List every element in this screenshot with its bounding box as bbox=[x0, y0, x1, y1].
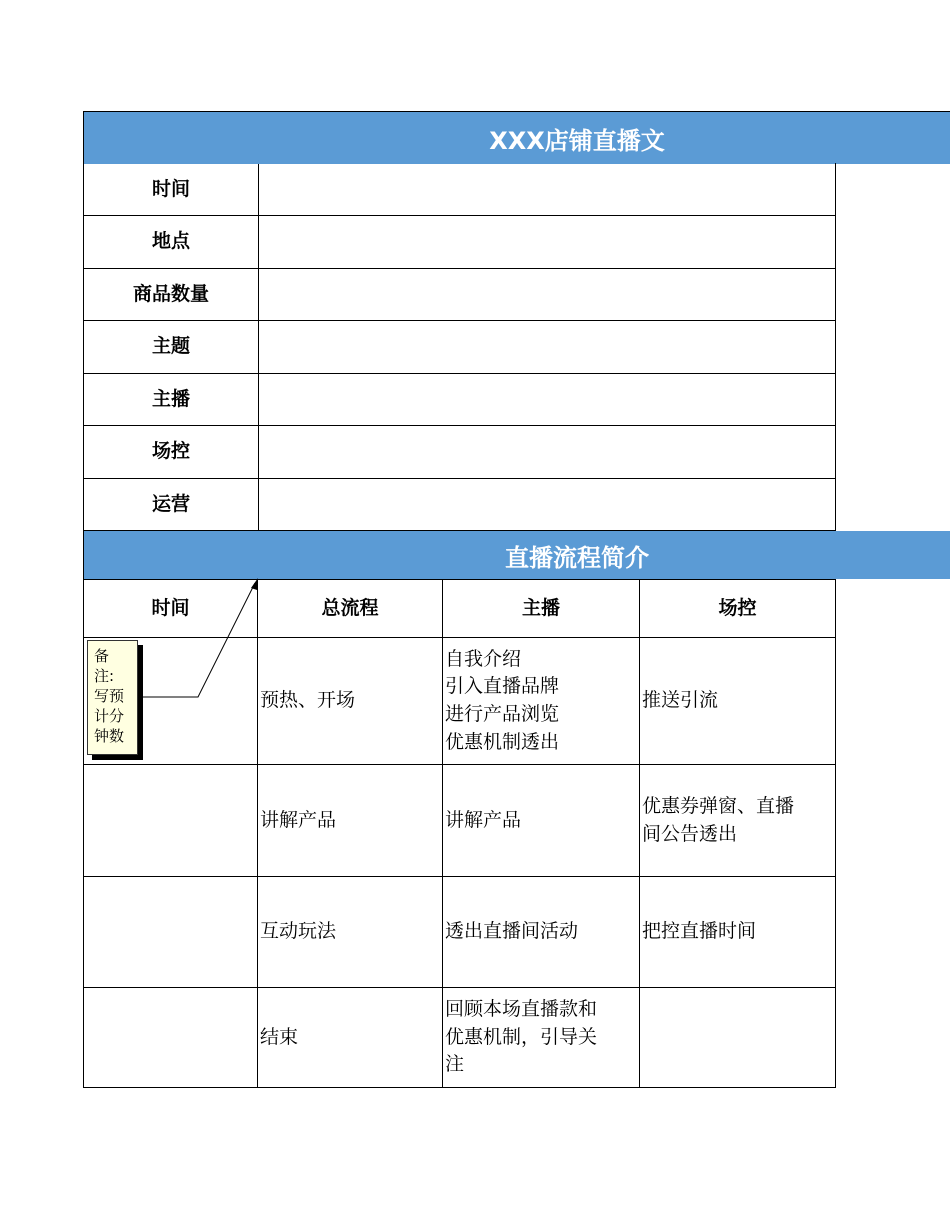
info-label: 运营 bbox=[84, 479, 259, 530]
flow-time-cell[interactable] bbox=[84, 765, 258, 876]
flow-row[interactable] bbox=[83, 765, 836, 877]
info-value[interactable] bbox=[259, 321, 836, 373]
anchor-line: 优惠机制透出 bbox=[445, 730, 560, 753]
info-label: 地点 bbox=[84, 216, 259, 268]
anchor-line: 讲解产品 bbox=[445, 808, 522, 831]
info-row[interactable] bbox=[83, 216, 836, 269]
flow-process-cell[interactable]: 结束 bbox=[258, 988, 443, 1087]
flow-header-row bbox=[83, 579, 836, 638]
flow-process-cell[interactable]: 讲解产品 bbox=[258, 765, 443, 876]
info-label: 主播 bbox=[84, 374, 259, 425]
anchor-line: 优惠机制，引导关 bbox=[445, 1025, 598, 1048]
anchor-line: 自我介绍 bbox=[445, 647, 522, 670]
info-label: 时间 bbox=[84, 164, 259, 215]
info-row[interactable] bbox=[83, 321, 836, 374]
anchor-line: 进行产品浏览 bbox=[445, 703, 560, 725]
flow-anchor-cell[interactable] bbox=[443, 988, 640, 1087]
anchor-line: 透出直播间活动 bbox=[445, 920, 579, 943]
info-value[interactable] bbox=[259, 479, 836, 530]
info-value[interactable] bbox=[259, 164, 836, 215]
flow-control-cell[interactable] bbox=[640, 988, 835, 1087]
flow-header-control: 场控 bbox=[718, 596, 757, 619]
anchor-line: 引入直播品牌 bbox=[445, 675, 560, 698]
flow-control-cell[interactable]: 优惠券弹窗、直播 间公告透出 bbox=[642, 794, 795, 845]
flow-anchor-cell[interactable] bbox=[443, 765, 640, 876]
info-row[interactable] bbox=[83, 164, 836, 216]
info-label: 主题 bbox=[84, 321, 259, 373]
info-row[interactable] bbox=[83, 479, 836, 531]
info-value[interactable] bbox=[259, 216, 836, 268]
info-row[interactable] bbox=[83, 374, 836, 426]
flow-time-cell[interactable] bbox=[84, 877, 258, 987]
sheet-title: XXX店铺直播文 bbox=[489, 126, 665, 155]
flow-anchor-cell[interactable] bbox=[443, 877, 640, 987]
comment-text: 备 注: 写预 计分 钟数 bbox=[87, 640, 138, 755]
flow-row[interactable] bbox=[83, 638, 836, 765]
anchor-line: 注 bbox=[445, 1053, 465, 1076]
section-title: 直播流程简介 bbox=[505, 543, 649, 572]
flow-process-cell[interactable]: 预热、开场 bbox=[258, 638, 443, 764]
info-value[interactable] bbox=[259, 426, 836, 478]
info-value[interactable] bbox=[259, 374, 836, 425]
flow-time-cell[interactable] bbox=[84, 988, 258, 1087]
flow-process-cell[interactable]: 互动玩法 bbox=[258, 877, 443, 987]
info-label: 场控 bbox=[84, 426, 259, 478]
anchor-line: 回顾本场直播款和 bbox=[445, 998, 598, 1021]
section-band bbox=[83, 531, 950, 579]
flow-header-process: 总流程 bbox=[258, 580, 443, 637]
flow-control-cell[interactable]: 推送引流 bbox=[642, 689, 719, 712]
info-value[interactable] bbox=[259, 269, 836, 320]
flow-row[interactable] bbox=[83, 877, 836, 988]
info-row[interactable] bbox=[83, 426, 836, 479]
flow-row[interactable] bbox=[83, 988, 836, 1088]
table-right-border bbox=[835, 163, 836, 582]
flow-anchor-cell[interactable] bbox=[443, 638, 640, 764]
info-label: 商品数量 bbox=[84, 269, 259, 320]
title-band bbox=[83, 111, 950, 164]
info-row[interactable] bbox=[83, 269, 836, 321]
flow-control-cell[interactable]: 把控直播时间 bbox=[642, 920, 757, 943]
flow-header-anchor: 主播 bbox=[443, 580, 640, 637]
flow-header-time: 时间 bbox=[84, 580, 258, 637]
